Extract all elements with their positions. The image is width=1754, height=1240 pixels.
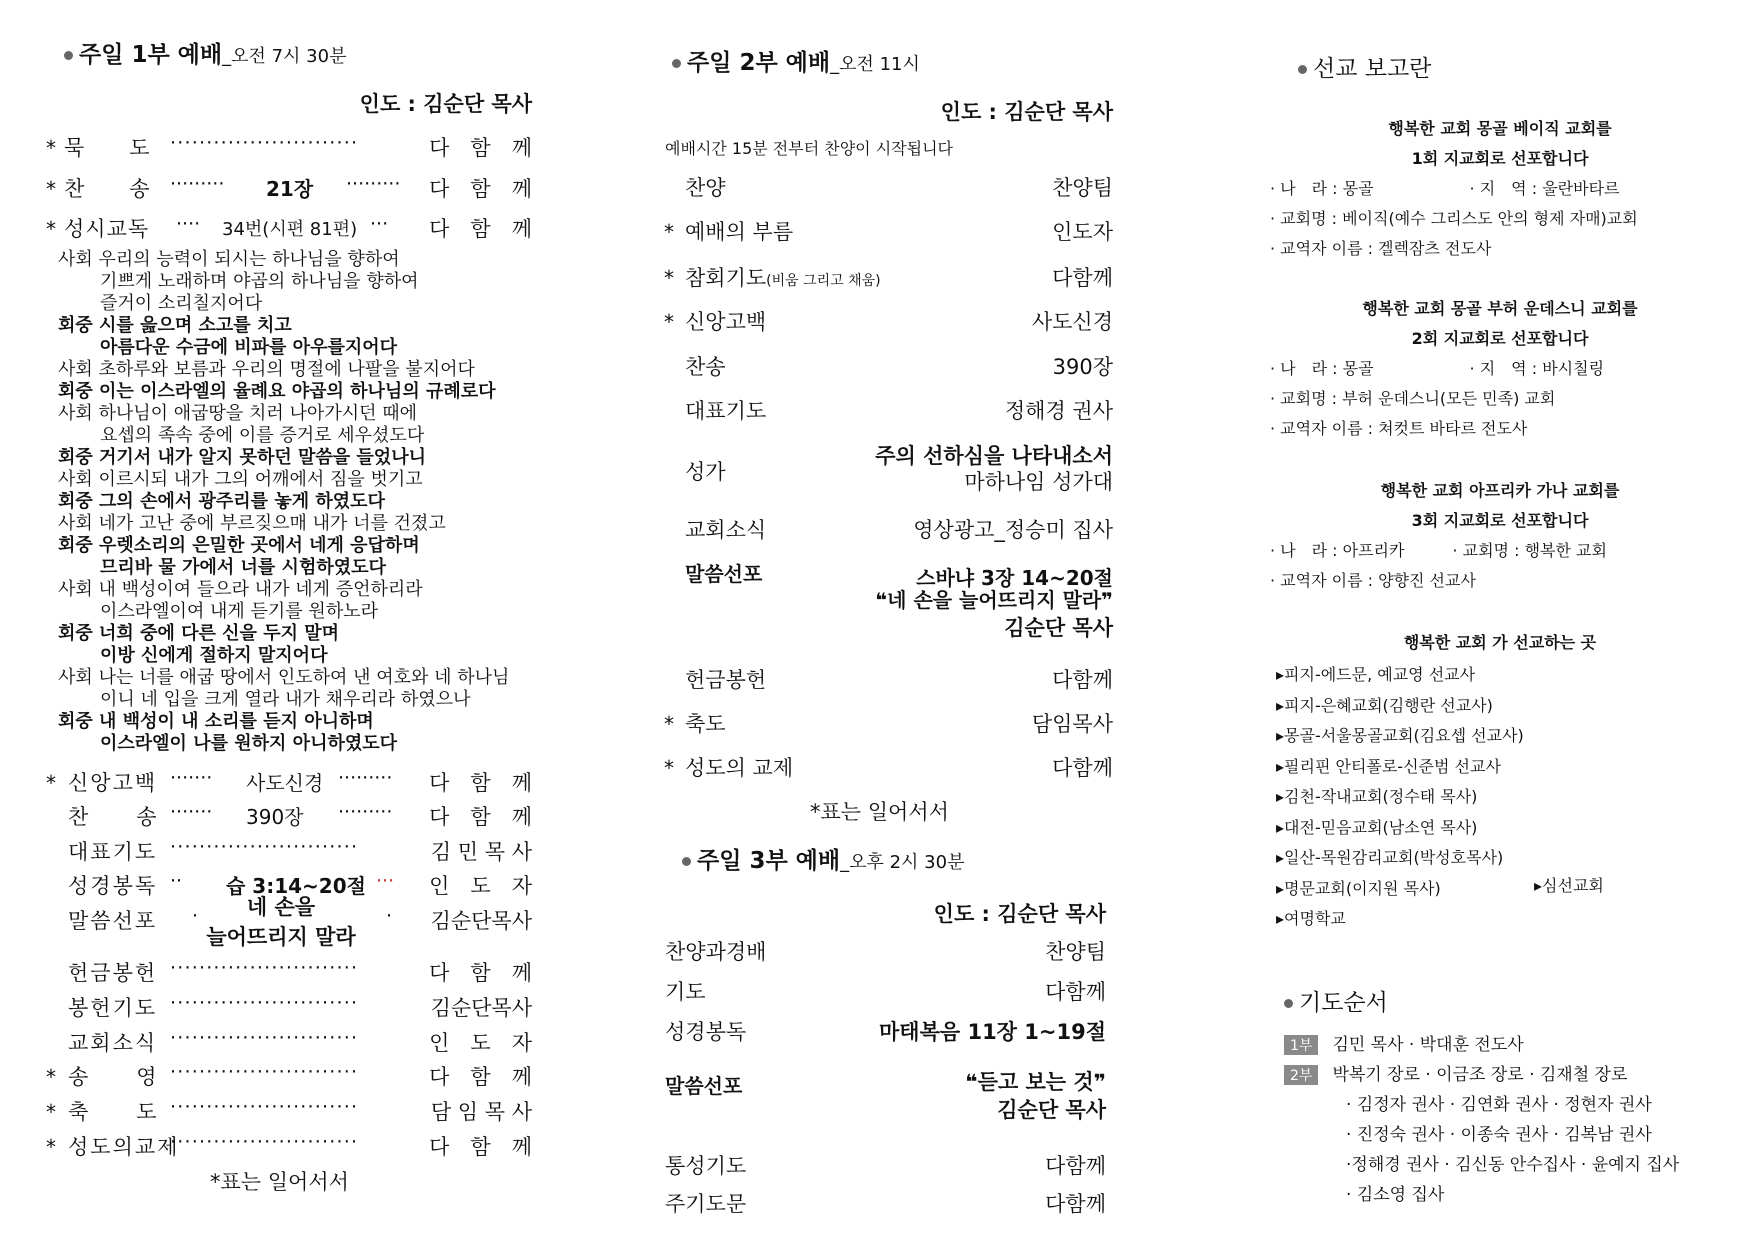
order-label: 봉헌기도 [68, 996, 158, 1020]
mission-place: ▸김천-작내교회(정수태 목사) [1276, 787, 1478, 806]
order-right: 다함께 [1045, 1192, 1106, 1216]
mission-place: ▸명문교회(이지원 목사) [1276, 878, 1441, 898]
order-label: 성시교독 [64, 217, 150, 241]
star-mark: * [46, 1100, 56, 1124]
dot-leader: ·························· [170, 1027, 359, 1049]
prayer-heading [1284, 984, 1388, 1017]
dot-leader: ·························· [170, 132, 359, 154]
mission-detail: · 교역자 이름 : 겔렉잠츠 전도사 [1270, 239, 1492, 258]
standing-note: *표는 일어서서 [810, 800, 949, 824]
service1-title: 주일 1부 예배 [79, 42, 223, 68]
mission-place: ▸여명학교 [1276, 909, 1346, 928]
mission-places-list [1276, 660, 1524, 935]
reading-line: 회중 거기서 내가 알지 못하던 말씀을 들었나니 [58, 447, 426, 468]
star-mark: * [664, 220, 674, 244]
dot-leader: ········· [338, 767, 393, 789]
order-label: 말씀선포 [68, 909, 158, 933]
service3-time: _오후 2시 30분 [840, 852, 965, 873]
prayer-names: ·정해경 권사 · 김신동 안수집사 · 윤예지 집사 [1346, 1155, 1680, 1175]
order-right: 다 함 께 [429, 771, 532, 795]
reading-line: 기쁘게 노래하며 야곱의 하나님을 향하여 [100, 271, 419, 292]
service1-leader: 인도 : 김순단 목사 [359, 92, 532, 116]
order-label: 주기도문 [665, 1192, 747, 1216]
dot-leader: ·· [170, 870, 183, 892]
service2-title: 주일 2부 예배 [687, 50, 831, 76]
order-right: 다함께 [1052, 756, 1113, 780]
reading-line: 사회 이르시되 내가 그의 어깨에서 짐을 벗기고 [58, 469, 423, 490]
order-right: 정해경 권사 [1004, 399, 1113, 423]
order-right: 담임목사 [1031, 712, 1113, 736]
mission-place: ▸몽골-서울몽골교회(김요셉 선교사) [1276, 726, 1524, 745]
reading-line: 이니 네 입을 크게 열라 내가 채우리라 하였으나 [100, 689, 471, 710]
order-label: 교회소식 [68, 1031, 158, 1055]
reading-line: 요셉의 족속 중에 이를 증거로 세우셨도다 [100, 425, 425, 446]
hymn-number: 21장 [266, 177, 314, 201]
prayer-row-1 [1284, 1030, 1524, 1055]
choir-title: 주의 선하심을 나타내소서 [875, 444, 1113, 468]
mission-headline: 행복한 교회 아프리카 가나 교회를 [1380, 481, 1620, 500]
bullet-icon [64, 51, 73, 60]
order-right: 찬양팀 [1052, 176, 1113, 200]
dot-leader: ···· [176, 213, 201, 235]
bullet-icon [672, 59, 681, 68]
prayer-more [1346, 1090, 1679, 1210]
order-label: 성도의교제 [68, 1135, 180, 1159]
mission-places-title: 행복한 교회 가 선교하는 곳 [1403, 633, 1597, 652]
dot-leader: ·························· [170, 1131, 359, 1153]
bullet-icon [1298, 65, 1307, 74]
order-right: 김 민 목 사 [430, 840, 532, 864]
order-label: 찬송 [685, 355, 726, 379]
order-label: 대표기도 [685, 399, 767, 423]
order-mid: 390장 [246, 805, 304, 829]
order-right: 다함께 [1052, 266, 1113, 290]
reading-line: 회중 그의 손에서 광주리를 놓게 하였도다 [58, 491, 385, 512]
order-right: 김순단목사 [430, 909, 532, 933]
order-label: 축도 [685, 712, 726, 736]
prayer-names: · 김소영 집사 [1346, 1185, 1445, 1205]
prayer-names: 김민 목사 · 박대훈 전도사 [1332, 1035, 1524, 1055]
bullet-icon [1284, 999, 1293, 1008]
order-label: 신앙고백 [685, 310, 767, 334]
dot-leader: ······· [170, 801, 213, 823]
mission-place: ▸피지-은혜교회(김행란 선교사) [1276, 695, 1493, 715]
star-mark: * [46, 177, 56, 201]
dot-leader: ·························· [170, 1096, 359, 1118]
dot-leader: ·························· [170, 836, 359, 858]
reading-line: 사회 네가 고난 중에 부르짖으매 내가 너를 건졌고 [58, 513, 446, 534]
order-right: 다함께 [1052, 668, 1113, 692]
mission-place-extra: ▸심선교회 [1534, 876, 1604, 895]
order-right: 390장 [1052, 355, 1113, 379]
dot-leader: ········· [346, 173, 401, 195]
bullet-icon [682, 857, 691, 866]
reading-line: 이스라엘이 나를 원하지 아니하였도다 [100, 733, 398, 754]
order-right: 인도자 [1052, 220, 1113, 244]
mission-headline: 1회 지교회로 선포합니다 [1411, 149, 1589, 168]
mission-detail: · 교역자 이름 : 양향진 선교사 [1270, 571, 1476, 590]
news-label: 교회소식 [685, 518, 767, 542]
order-label: 헌금봉헌 [685, 668, 767, 692]
standing-note: *표는 일어서서 [210, 1170, 349, 1194]
reading-line: 사회 우리의 능력이 되시는 하나님을 향하여 [58, 249, 400, 270]
praise-notice: 예배시간 15분 전부터 찬양이 시작됩니다 [665, 139, 953, 158]
reading-line: 므리바 물 가에서 너를 시험하였도다 [100, 557, 386, 578]
order-right: 다 함 께 [429, 1065, 532, 1089]
service2-leader: 인도 : 김순단 목사 [940, 100, 1113, 124]
star-mark: * [46, 1135, 56, 1159]
sermon-title-line: 네 손을 [246, 895, 316, 919]
dot-leader: ··· [376, 870, 395, 892]
mission-detail: · 교역자 이름 : 쳐컷트 바타르 전도사 [1270, 419, 1528, 438]
star-mark: * [46, 771, 56, 795]
order-label: 찬 송 [64, 177, 151, 201]
order-label: 대표기도 [68, 840, 158, 864]
order-label: 성경봉독 [68, 874, 158, 898]
mission-place: ▸피지-에드문, 예교영 선교사 [1276, 665, 1476, 684]
order-mid: 습 3:14~20절 [226, 874, 366, 898]
order-right: 인 도 자 [429, 874, 532, 898]
mission-headline: 3회 지교회로 선포합니다 [1411, 511, 1589, 530]
dot-leader: ·························· [170, 1061, 359, 1083]
prayer-names: 박복기 장로 · 이금조 장로 · 김재철 장로 [1332, 1065, 1628, 1085]
reading-line: 회중 시를 읊으며 소고를 치고 [58, 315, 292, 336]
order-label: 헌금봉헌 [68, 961, 158, 985]
service3-sermon-preacher: 김순단 목사 [997, 1098, 1106, 1122]
dot-leader: ······· [170, 767, 213, 789]
reading-line: 사회 내 백성이여 들으라 내가 네게 증언하리라 [58, 579, 423, 600]
service-tag: 1부 [1284, 1035, 1318, 1055]
order-right: 사도신경 [1031, 310, 1113, 334]
mission-headline: 2회 지교회로 선포합니다 [1411, 329, 1589, 348]
order-right: 다함께 [1045, 1154, 1106, 1178]
mission-place: ▸필리핀 안티폴로-신준범 선교사 [1276, 756, 1501, 776]
order-label: 찬양과경배 [665, 940, 767, 964]
prayer-names: · 김정자 권사 · 김연화 권사 · 정현자 권사 [1346, 1095, 1652, 1115]
star-mark: * [664, 756, 674, 780]
prayer-names: · 진정숙 권사 · 이종숙 권사 · 김복남 권사 [1346, 1125, 1652, 1145]
reading-line: 사회 초하루와 보름과 우리의 명절에 나팔을 불지어다 [58, 359, 475, 380]
order-right: 김순단목사 [430, 996, 532, 1020]
order-right: 다 함 께 [429, 136, 532, 160]
order-label: 찬양 [685, 176, 726, 200]
order-label-note: (비움 그리고 채움) [766, 273, 881, 289]
sermon-label: 말씀선포 [685, 562, 763, 586]
mission-detail: · 나 라 : 아프리카 · 교회명 : 행복한 교회 [1270, 541, 1607, 560]
reading-line: 회중 이는 이스라엘의 율례요 야곱의 하나님의 규례로다 [58, 381, 496, 402]
dot-leader: ·························· [170, 957, 359, 979]
mission-report-heading [1298, 50, 1431, 83]
service1-heading [64, 36, 346, 69]
prayer-title: 기도순서 [1299, 990, 1388, 1016]
order-label: 통성기도 [665, 1154, 747, 1178]
star-mark: * [46, 1065, 56, 1089]
star-mark: * [46, 136, 56, 160]
mission-detail: · 나 라 : 몽골 · 지 역 : 바시칠링 [1270, 359, 1605, 378]
service2-time: _오전 11시 [830, 54, 920, 75]
order-right: 다 함 께 [429, 217, 532, 241]
order-label: 신앙고백 [68, 771, 158, 795]
service3-sermon-label: 말씀선포 [665, 1074, 743, 1098]
choir-name: 마하나임 성가대 [964, 470, 1113, 494]
order-right: 인 도 자 [429, 1031, 532, 1055]
service-tag: 2부 [1284, 1065, 1318, 1085]
sermon-preacher: 김순단 목사 [1004, 616, 1113, 640]
order-mid: 사도신경 [246, 771, 324, 795]
reading-line: 사회 하나님이 애굽땅을 치러 나아가시던 때에 [58, 403, 417, 424]
sermon-title-line: 늘어뜨리지 말라 [206, 925, 356, 949]
order-label: 성도의 교제 [685, 756, 794, 780]
mission-detail: · 교회명 : 베이직(예수 그리스도 안의 형제 자매)교회 [1270, 209, 1638, 228]
star-mark: * [664, 310, 674, 334]
order-label: 기도 [665, 980, 706, 1004]
order-label: 성경봉독 [665, 1020, 747, 1044]
reading-number: 34번(시편 81편) [222, 219, 358, 240]
order-right: 다함께 [1045, 980, 1106, 1004]
dot-leader: · [192, 905, 199, 927]
dot-leader: ·························· [170, 992, 359, 1014]
mission-detail: · 교회명 : 부허 운데스니(모든 민족) 교회 [1270, 389, 1556, 408]
mission-detail: · 나 라 : 몽골 · 지 역 : 울란바타르 [1270, 179, 1620, 198]
reading-line: 아름다운 수금에 비파를 아우를지어다 [100, 337, 398, 358]
responsive-reading [58, 249, 509, 755]
order-right: 마태복음 11장 1~19절 [879, 1020, 1106, 1044]
order-right: 다 함 께 [429, 961, 532, 985]
news-value: 영상광고_정승미 집사 [913, 518, 1113, 542]
order-label: 묵 도 [64, 136, 151, 160]
dot-leader: · [386, 905, 393, 927]
reading-line: 이방 신에게 절하지 말지어다 [100, 645, 328, 666]
sermon-title: ❝네 손을 늘어뜨리지 말라❞ [875, 588, 1113, 612]
service3-sermon-title: ❝듣고 보는 것❞ [965, 1070, 1106, 1094]
order-right: 담 임 목 사 [430, 1100, 532, 1124]
order-right: 찬양팀 [1045, 940, 1106, 964]
reading-line: 즐거이 소리칠지어다 [100, 293, 263, 314]
reading-line: 회중 너희 중에 다른 신을 두지 말며 [58, 623, 340, 644]
mission-headline: 행복한 교회 몽골 부허 운데스니 교회를 [1362, 299, 1638, 318]
order-right: 다 함 께 [429, 805, 532, 829]
reading-line: 사회 나는 너를 애굽 땅에서 인도하여 낸 여호와 네 하나님 [58, 667, 510, 688]
star-mark: * [664, 712, 674, 736]
order-label: 예배의 부름 [685, 220, 794, 244]
order-label: 찬 송 [68, 805, 159, 829]
service2-heading [672, 44, 920, 77]
service3-title: 주일 3부 예배 [697, 848, 841, 874]
mission-report-title: 선교 보고란 [1313, 56, 1432, 82]
service3-heading [682, 842, 964, 875]
star-mark: * [664, 266, 674, 290]
order-label: 참회기도(비움 그리고 채움) [685, 266, 881, 290]
dot-leader: ··· [370, 213, 389, 235]
dot-leader: ········· [338, 801, 393, 823]
order-label: 송 영 [68, 1065, 159, 1089]
service1-time: _오전 7시 30분 [222, 46, 347, 67]
dot-leader: ········· [170, 173, 225, 195]
mission-headline: 행복한 교회 몽골 베이직 교회를 [1388, 119, 1612, 138]
mission-place: ▸대전-믿음교회(남소연 목사) [1276, 817, 1478, 837]
choir-label: 성가 [685, 460, 726, 484]
order-right: 다 함 께 [429, 1135, 532, 1159]
sermon-scripture: 스바냐 3장 14~20절 [916, 566, 1113, 590]
order-right: 다 함 께 [429, 177, 532, 201]
service3-leader: 인도 : 김순단 목사 [933, 902, 1106, 926]
mission-place: ▸일산-목원감리교회(박성호목사) [1276, 848, 1504, 867]
reading-line: 회중 우렛소리의 은밀한 곳에서 네게 응답하며 [58, 535, 420, 556]
prayer-row-2 [1284, 1060, 1627, 1085]
order-label: 축 도 [68, 1100, 159, 1124]
reading-line: 회중 내 백성이 내 소리를 듣지 아니하며 [58, 711, 374, 732]
reading-line: 이스라엘이여 내게 듣기를 원하노라 [100, 601, 378, 622]
star-mark: * [46, 217, 56, 241]
